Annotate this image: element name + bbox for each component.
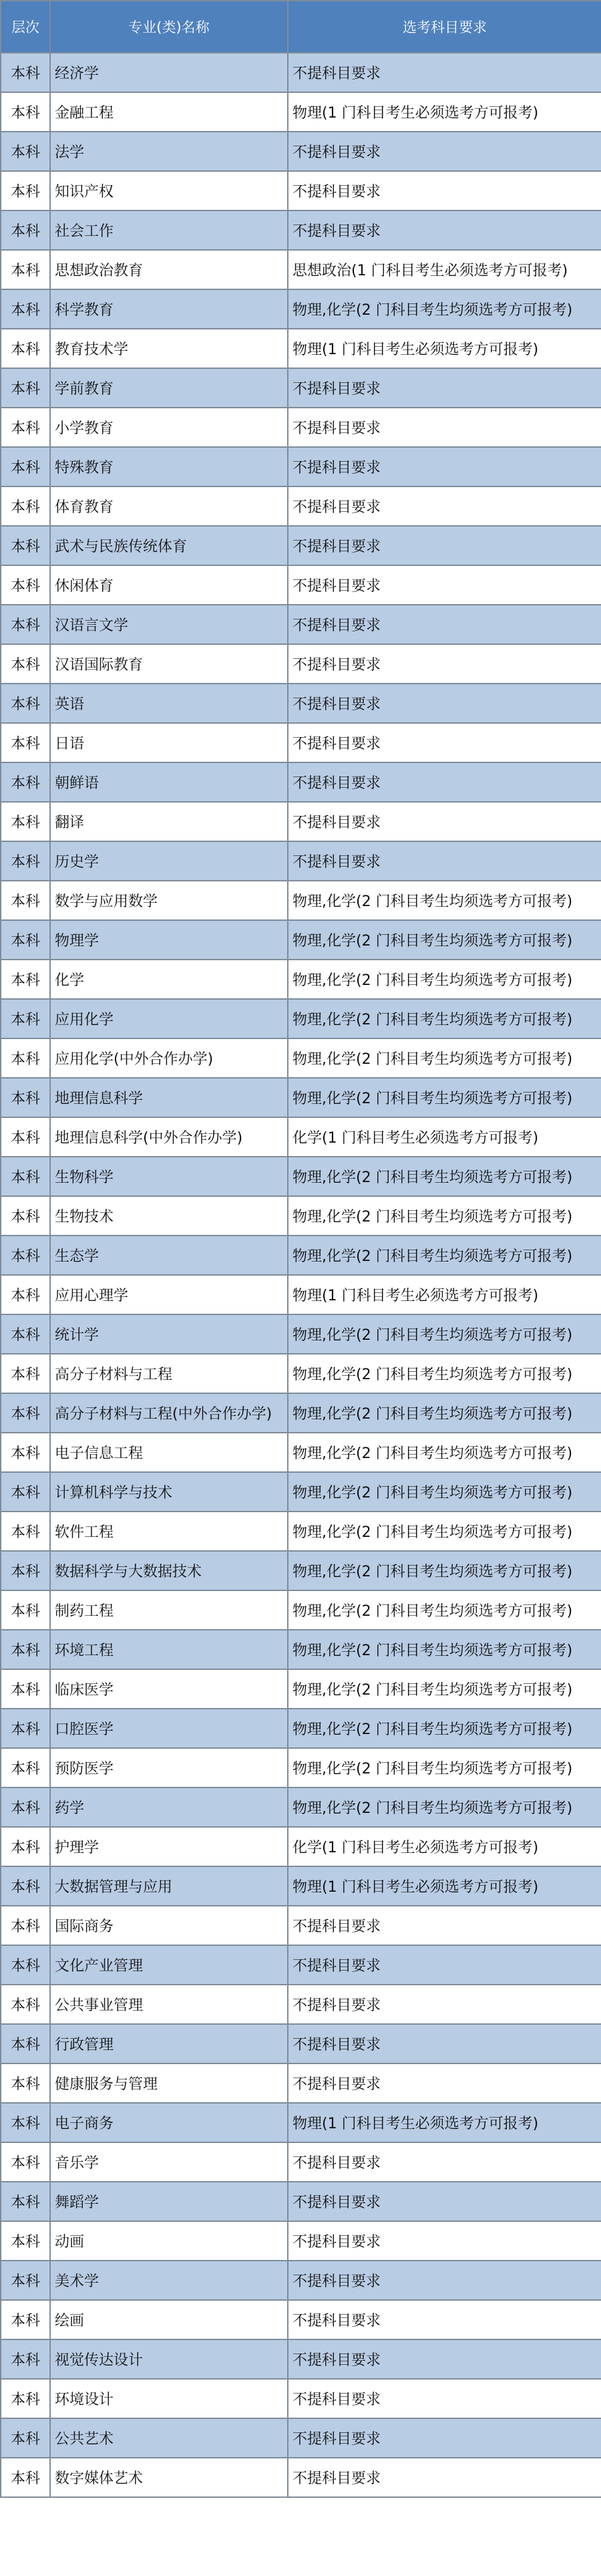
table-row	[1, 2221, 601, 2261]
cell-major-name: 统计学	[50, 1314, 288, 1354]
cell-major-name: 口腔医学	[50, 1709, 288, 1748]
cell-subject-requirement: 不提科目要求	[288, 486, 601, 526]
cell-major-name: 绘画	[50, 2300, 288, 2339]
table-row	[1, 1157, 601, 1196]
cell-major-name: 知识产权	[50, 171, 288, 210]
table-row	[1, 723, 601, 762]
table-row	[1, 1551, 601, 1590]
cell-major-name: 健康服务与管理	[50, 2063, 288, 2103]
table-row	[1, 2300, 601, 2339]
cell-level: 本科	[1, 1117, 50, 1157]
header-row	[1, 1, 601, 53]
cell-major-name: 法学	[50, 132, 288, 171]
cell-major-name: 制药工程	[50, 1590, 288, 1630]
cell-level: 本科	[1, 1157, 50, 1196]
cell-level: 本科	[1, 605, 50, 644]
cell-major-name: 药学	[50, 1787, 288, 1827]
cell-subject-requirement: 物理(1 门科目考生必须选考方可报考)	[288, 92, 601, 132]
cell-subject-requirement: 物理(1 门科目考生必须选考方可报考)	[288, 1866, 601, 1906]
cell-level: 本科	[1, 2300, 50, 2339]
cell-subject-requirement: 不提科目要求	[288, 2300, 601, 2339]
table-row	[1, 1078, 601, 1117]
cell-subject-requirement: 不提科目要求	[288, 53, 601, 92]
cell-subject-requirement: 不提科目要求	[288, 2339, 601, 2379]
cell-major-name: 社会工作	[50, 210, 288, 250]
cell-major-name: 动画	[50, 2221, 288, 2261]
cell-major-name: 地理信息科学(中外合作办学)	[50, 1117, 288, 1157]
cell-subject-requirement: 物理,化学(2 门科目考生均须选考方可报考)	[288, 881, 601, 920]
cell-subject-requirement: 不提科目要求	[288, 171, 601, 210]
cell-subject-requirement: 不提科目要求	[288, 841, 601, 881]
cell-level: 本科	[1, 2261, 50, 2300]
cell-level: 本科	[1, 920, 50, 960]
cell-major-name: 应用化学(中外合作办学)	[50, 1038, 288, 1078]
cell-subject-requirement: 物理,化学(2 门科目考生均须选考方可报考)	[288, 920, 601, 960]
cell-subject-requirement: 物理(1 门科目考生必须选考方可报考)	[288, 1275, 601, 1314]
cell-major-name: 文化产业管理	[50, 1945, 288, 1985]
table-row	[1, 210, 601, 250]
table-row	[1, 132, 601, 171]
cell-level: 本科	[1, 1748, 50, 1787]
cell-level: 本科	[1, 2142, 50, 2182]
cell-major-name: 环境设计	[50, 2379, 288, 2418]
cell-level: 本科	[1, 2379, 50, 2418]
cell-subject-requirement: 不提科目要求	[288, 2182, 601, 2221]
cell-subject-requirement: 不提科目要求	[288, 132, 601, 171]
table-row	[1, 1906, 601, 1945]
cell-major-name: 临床医学	[50, 1669, 288, 1709]
cell-major-name: 物理学	[50, 920, 288, 960]
cell-subject-requirement: 不提科目要求	[288, 2142, 601, 2182]
cell-major-name: 国际商务	[50, 1906, 288, 1945]
cell-level: 本科	[1, 684, 50, 723]
table-row	[1, 762, 601, 802]
table-row	[1, 289, 601, 329]
cell-subject-requirement: 化学(1 门科目考生必须选考方可报考)	[288, 1827, 601, 1866]
cell-level: 本科	[1, 1433, 50, 1472]
table-row	[1, 2458, 601, 2497]
table-row	[1, 1117, 601, 1157]
cell-major-name: 公共事业管理	[50, 1985, 288, 2024]
cell-subject-requirement: 物理,化学(2 门科目考生均须选考方可报考)	[288, 1787, 601, 1827]
cell-subject-requirement: 物理,化学(2 门科目考生均须选考方可报考)	[288, 1236, 601, 1275]
cell-level: 本科	[1, 289, 50, 329]
cell-level: 本科	[1, 2024, 50, 2063]
cell-level: 本科	[1, 999, 50, 1038]
table-row	[1, 1236, 601, 1275]
cell-subject-requirement: 物理,化学(2 门科目考生均须选考方可报考)	[288, 1472, 601, 1512]
cell-major-name: 科学教育	[50, 289, 288, 329]
cell-subject-requirement: 不提科目要求	[288, 408, 601, 447]
table-row	[1, 2182, 601, 2221]
header-level: 层次	[1, 1, 50, 53]
cell-level: 本科	[1, 762, 50, 802]
cell-subject-requirement: 不提科目要求	[288, 644, 601, 684]
cell-major-name: 休闲体育	[50, 565, 288, 605]
cell-level: 本科	[1, 1038, 50, 1078]
cell-subject-requirement: 不提科目要求	[288, 1945, 601, 1985]
cell-major-name: 视觉传达设计	[50, 2339, 288, 2379]
cell-subject-requirement: 不提科目要求	[288, 762, 601, 802]
cell-level: 本科	[1, 1945, 50, 1985]
table-row	[1, 1945, 601, 1985]
cell-level: 本科	[1, 1669, 50, 1709]
cell-subject-requirement: 不提科目要求	[288, 723, 601, 762]
cell-subject-requirement: 物理(1 门科目考生必须选考方可报考)	[288, 2103, 601, 2142]
cell-level: 本科	[1, 644, 50, 684]
cell-major-name: 电子信息工程	[50, 1433, 288, 1472]
table-row	[1, 1196, 601, 1236]
cell-major-name: 教育技术学	[50, 329, 288, 368]
cell-level: 本科	[1, 2182, 50, 2221]
cell-major-name: 汉语言文学	[50, 605, 288, 644]
cell-major-name: 大数据管理与应用	[50, 1866, 288, 1906]
cell-level: 本科	[1, 1630, 50, 1669]
cell-level: 本科	[1, 210, 50, 250]
cell-level: 本科	[1, 2418, 50, 2458]
table-row	[1, 2063, 601, 2103]
table-row	[1, 1590, 601, 1630]
cell-subject-requirement: 物理,化学(2 门科目考生均须选考方可报考)	[288, 1354, 601, 1393]
cell-level: 本科	[1, 1906, 50, 1945]
cell-major-name: 数学与应用数学	[50, 881, 288, 920]
cell-major-name: 武术与民族传统体育	[50, 526, 288, 565]
cell-level: 本科	[1, 2339, 50, 2379]
cell-subject-requirement: 物理,化学(2 门科目考生均须选考方可报考)	[288, 1196, 601, 1236]
cell-level: 本科	[1, 1236, 50, 1275]
table-row	[1, 250, 601, 289]
cell-subject-requirement: 不提科目要求	[288, 2261, 601, 2300]
cell-major-name: 体育教育	[50, 486, 288, 526]
cell-subject-requirement: 物理,化学(2 门科目考生均须选考方可报考)	[288, 1590, 601, 1630]
cell-subject-requirement: 物理,化学(2 门科目考生均须选考方可报考)	[288, 1078, 601, 1117]
cell-major-name: 金融工程	[50, 92, 288, 132]
cell-level: 本科	[1, 723, 50, 762]
cell-major-name: 经济学	[50, 53, 288, 92]
cell-level: 本科	[1, 526, 50, 565]
table-row	[1, 447, 601, 486]
cell-major-name: 高分子材料与工程	[50, 1354, 288, 1393]
table-body	[1, 53, 601, 2497]
table-row	[1, 1433, 601, 1472]
cell-major-name: 生态学	[50, 1236, 288, 1275]
cell-level: 本科	[1, 2103, 50, 2142]
cell-major-name: 生物科学	[50, 1157, 288, 1196]
cell-major-name: 生物技术	[50, 1196, 288, 1236]
cell-major-name: 思想政治教育	[50, 250, 288, 289]
table-row	[1, 960, 601, 999]
cell-major-name: 环境工程	[50, 1630, 288, 1669]
cell-level: 本科	[1, 53, 50, 92]
cell-subject-requirement: 物理,化学(2 门科目考生均须选考方可报考)	[288, 1551, 601, 1590]
cell-major-name: 应用心理学	[50, 1275, 288, 1314]
cell-subject-requirement: 不提科目要求	[288, 526, 601, 565]
table-row	[1, 2024, 601, 2063]
cell-level: 本科	[1, 2063, 50, 2103]
table-row	[1, 1709, 601, 1748]
cell-subject-requirement: 不提科目要求	[288, 1985, 601, 2024]
cell-level: 本科	[1, 171, 50, 210]
table-row	[1, 920, 601, 960]
cell-level: 本科	[1, 1985, 50, 2024]
cell-major-name: 行政管理	[50, 2024, 288, 2063]
cell-major-name: 地理信息科学	[50, 1078, 288, 1117]
cell-level: 本科	[1, 1709, 50, 1748]
table-row	[1, 92, 601, 132]
cell-subject-requirement: 不提科目要求	[288, 2063, 601, 2103]
table-row	[1, 1314, 601, 1354]
cell-subject-requirement: 物理(1 门科目考生必须选考方可报考)	[288, 329, 601, 368]
cell-level: 本科	[1, 565, 50, 605]
cell-subject-requirement: 不提科目要求	[288, 2418, 601, 2458]
cell-subject-requirement: 不提科目要求	[288, 605, 601, 644]
table-row	[1, 1985, 601, 2024]
cell-level: 本科	[1, 368, 50, 408]
cell-level: 本科	[1, 1787, 50, 1827]
cell-level: 本科	[1, 329, 50, 368]
cell-level: 本科	[1, 447, 50, 486]
table-row	[1, 1866, 601, 1906]
cell-major-name: 英语	[50, 684, 288, 723]
cell-major-name: 软件工程	[50, 1512, 288, 1551]
table-row	[1, 841, 601, 881]
table-row	[1, 1354, 601, 1393]
cell-level: 本科	[1, 1590, 50, 1630]
cell-major-name: 电子商务	[50, 2103, 288, 2142]
table-row	[1, 1748, 601, 1787]
cell-major-name: 护理学	[50, 1827, 288, 1866]
cell-major-name: 公共艺术	[50, 2418, 288, 2458]
cell-subject-requirement: 物理,化学(2 门科目考生均须选考方可报考)	[288, 960, 601, 999]
table-row	[1, 2379, 601, 2418]
cell-subject-requirement: 物理,化学(2 门科目考生均须选考方可报考)	[288, 1512, 601, 1551]
cell-level: 本科	[1, 486, 50, 526]
cell-major-name: 预防医学	[50, 1748, 288, 1787]
cell-major-name: 小学教育	[50, 408, 288, 447]
header-major-name: 专业(类)名称	[50, 1, 288, 53]
table-row	[1, 486, 601, 526]
table-row	[1, 2142, 601, 2182]
cell-major-name: 朝鲜语	[50, 762, 288, 802]
cell-major-name: 音乐学	[50, 2142, 288, 2182]
cell-major-name: 舞蹈学	[50, 2182, 288, 2221]
cell-major-name: 历史学	[50, 841, 288, 881]
table-row	[1, 53, 601, 92]
cell-level: 本科	[1, 881, 50, 920]
table-row	[1, 2103, 601, 2142]
cell-level: 本科	[1, 802, 50, 841]
table-row	[1, 565, 601, 605]
cell-subject-requirement: 不提科目要求	[288, 684, 601, 723]
cell-level: 本科	[1, 1512, 50, 1551]
cell-subject-requirement: 不提科目要求	[288, 1906, 601, 1945]
header-subject-requirement: 选考科目要求	[288, 1, 601, 53]
cell-major-name: 特殊教育	[50, 447, 288, 486]
cell-level: 本科	[1, 1196, 50, 1236]
table-row	[1, 881, 601, 920]
cell-level: 本科	[1, 1354, 50, 1393]
cell-major-name: 学前教育	[50, 368, 288, 408]
cell-major-name: 高分子材料与工程(中外合作办学)	[50, 1393, 288, 1433]
table-row	[1, 2261, 601, 2300]
cell-level: 本科	[1, 132, 50, 171]
table-row	[1, 1512, 601, 1551]
cell-subject-requirement: 思想政治(1 门科目考生必须选考方可报考)	[288, 250, 601, 289]
cell-level: 本科	[1, 408, 50, 447]
cell-subject-requirement: 物理,化学(2 门科目考生均须选考方可报考)	[288, 1630, 601, 1669]
table-row	[1, 408, 601, 447]
cell-subject-requirement: 物理,化学(2 门科目考生均须选考方可报考)	[288, 1157, 601, 1196]
cell-subject-requirement: 不提科目要求	[288, 2379, 601, 2418]
cell-level: 本科	[1, 1551, 50, 1590]
cell-subject-requirement: 不提科目要求	[288, 368, 601, 408]
cell-level: 本科	[1, 1078, 50, 1117]
table-row	[1, 802, 601, 841]
cell-major-name: 化学	[50, 960, 288, 999]
table-header	[1, 1, 601, 53]
table-row	[1, 999, 601, 1038]
table-row	[1, 1472, 601, 1512]
cell-subject-requirement: 不提科目要求	[288, 565, 601, 605]
cell-major-name: 计算机科学与技术	[50, 1472, 288, 1512]
cell-level: 本科	[1, 1827, 50, 1866]
cell-subject-requirement: 不提科目要求	[288, 2024, 601, 2063]
cell-subject-requirement: 不提科目要求	[288, 802, 601, 841]
cell-level: 本科	[1, 841, 50, 881]
cell-subject-requirement: 不提科目要求	[288, 2221, 601, 2261]
table-row	[1, 329, 601, 368]
cell-subject-requirement: 物理,化学(2 门科目考生均须选考方可报考)	[288, 1669, 601, 1709]
cell-subject-requirement: 物理,化学(2 门科目考生均须选考方可报考)	[288, 1748, 601, 1787]
table-row	[1, 1669, 601, 1709]
cell-level: 本科	[1, 250, 50, 289]
table-row	[1, 171, 601, 210]
table-row	[1, 2418, 601, 2458]
cell-subject-requirement: 化学(1 门科目考生必须选考方可报考)	[288, 1117, 601, 1157]
cell-subject-requirement: 物理,化学(2 门科目考生均须选考方可报考)	[288, 1709, 601, 1748]
table-row	[1, 1630, 601, 1669]
cell-major-name: 汉语国际教育	[50, 644, 288, 684]
cell-major-name: 日语	[50, 723, 288, 762]
cell-major-name: 数字媒体艺术	[50, 2458, 288, 2497]
cell-subject-requirement: 不提科目要求	[288, 210, 601, 250]
table-row	[1, 1275, 601, 1314]
table-row	[1, 368, 601, 408]
cell-subject-requirement: 物理,化学(2 门科目考生均须选考方可报考)	[288, 1038, 601, 1078]
table-row	[1, 644, 601, 684]
cell-major-name: 翻译	[50, 802, 288, 841]
table-row	[1, 605, 601, 644]
cell-level: 本科	[1, 1275, 50, 1314]
cell-major-name: 应用化学	[50, 999, 288, 1038]
cell-level: 本科	[1, 2221, 50, 2261]
cell-subject-requirement: 物理,化学(2 门科目考生均须选考方可报考)	[288, 289, 601, 329]
cell-subject-requirement: 物理,化学(2 门科目考生均须选考方可报考)	[288, 1314, 601, 1354]
table-row	[1, 1038, 601, 1078]
table-row	[1, 684, 601, 723]
cell-level: 本科	[1, 1314, 50, 1354]
cell-subject-requirement: 物理,化学(2 门科目考生均须选考方可报考)	[288, 999, 601, 1038]
table-row	[1, 2339, 601, 2379]
table-row	[1, 1393, 601, 1433]
table-row	[1, 1827, 601, 1866]
cell-level: 本科	[1, 960, 50, 999]
cell-level: 本科	[1, 1472, 50, 1512]
cell-subject-requirement: 物理,化学(2 门科目考生均须选考方可报考)	[288, 1393, 601, 1433]
table-row	[1, 526, 601, 565]
cell-subject-requirement: 不提科目要求	[288, 447, 601, 486]
cell-subject-requirement: 物理,化学(2 门科目考生均须选考方可报考)	[288, 1433, 601, 1472]
cell-major-name: 数据科学与大数据技术	[50, 1551, 288, 1590]
cell-major-name: 美术学	[50, 2261, 288, 2300]
cell-subject-requirement: 不提科目要求	[288, 2458, 601, 2497]
cell-level: 本科	[1, 1866, 50, 1906]
table-row	[1, 1787, 601, 1827]
cell-level: 本科	[1, 1393, 50, 1433]
cell-level: 本科	[1, 92, 50, 132]
cell-level: 本科	[1, 2458, 50, 2497]
